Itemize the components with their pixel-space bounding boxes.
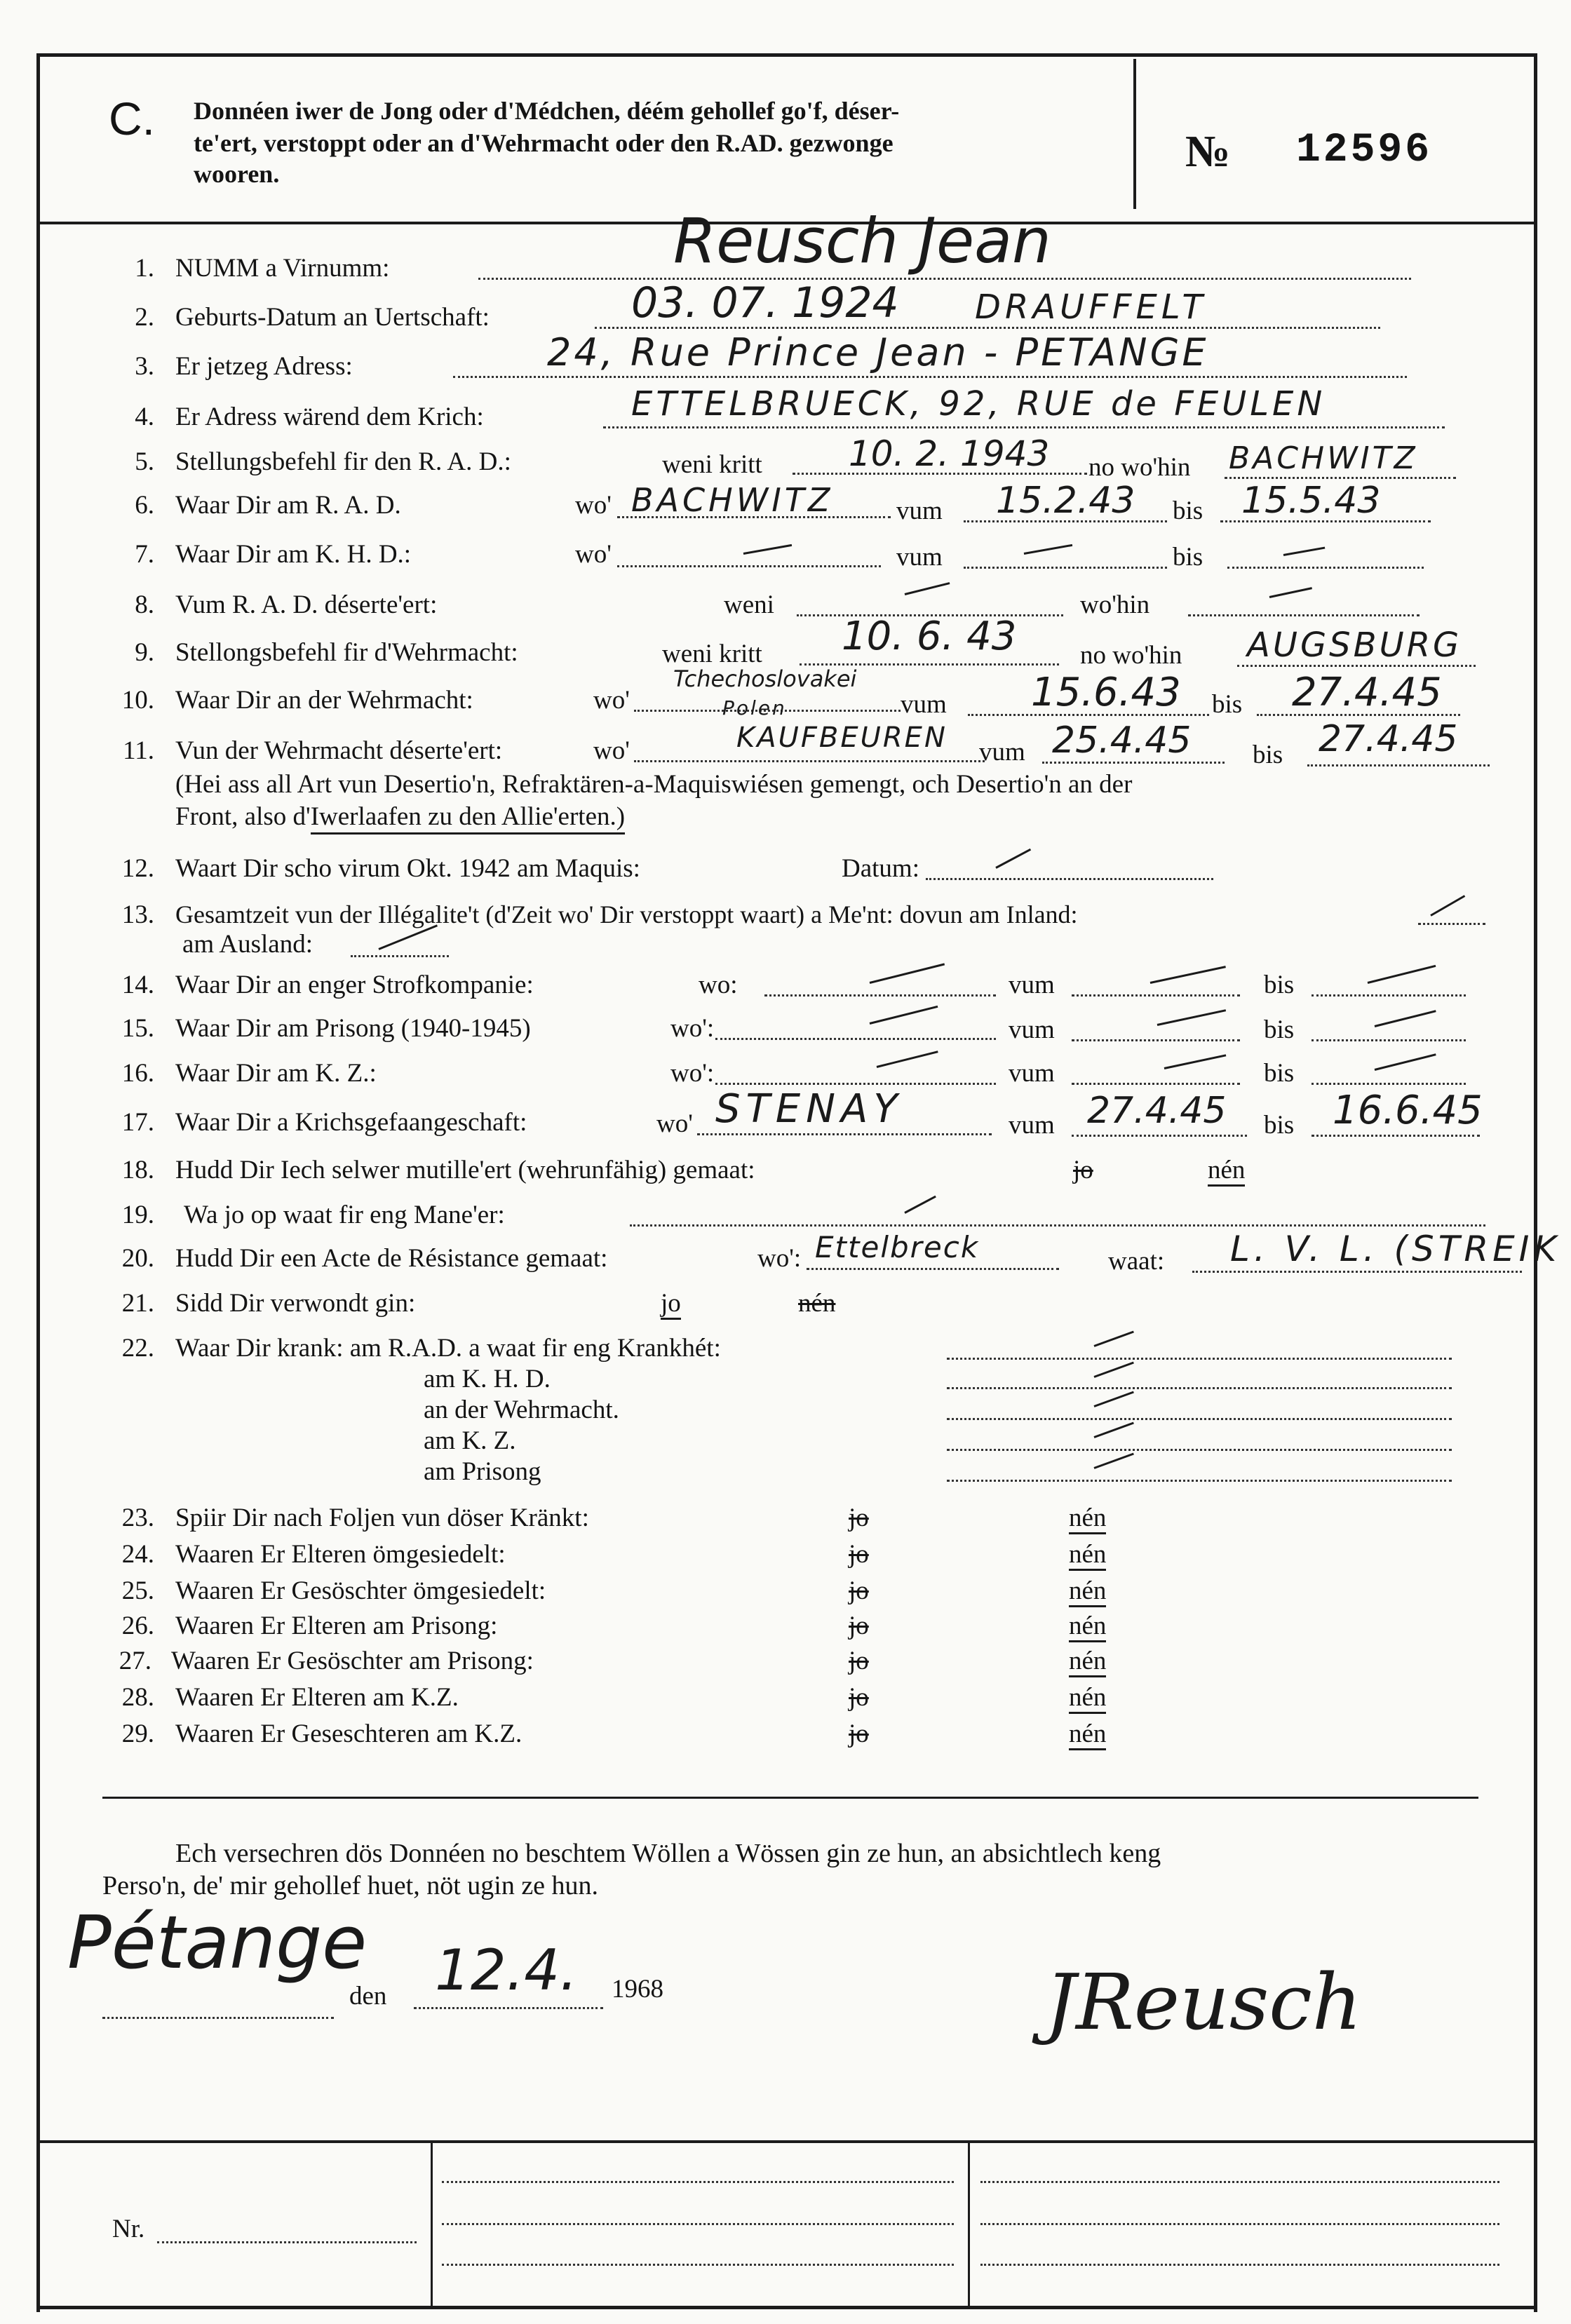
item-27-number: 27. <box>119 1647 151 1675</box>
item-23-label: Spiir Dir nach Foljen vun döser Kränkt: <box>175 1504 589 1532</box>
item-19-line <box>630 1224 1485 1227</box>
item-22-prisong-label: am Prisong <box>424 1457 541 1486</box>
item-17-vum: vum <box>1009 1111 1055 1140</box>
item-27-jo-struck: jo <box>849 1647 869 1675</box>
item-4-number: 4. <box>135 403 154 431</box>
item-4-label: Er Adress wärend dem Krich: <box>175 403 484 431</box>
item-10-from: 15.6.43 <box>1031 670 1181 715</box>
item-5-weni-kritt: weni kritt <box>662 450 762 479</box>
item-11-to-line <box>1307 764 1490 766</box>
declaration-line-1: Ech versechren dös Donnéen no beschtem Wöllen a Wössen gin ze hun, an absichtlech keng <box>175 1839 1161 1868</box>
item-13-label: Gesamtzeit vun der Illégalite't (d'Zeit wo' Dir verstoppt waart) a Me'nt: dovun am Inland: <box>175 900 1078 928</box>
item-3-label: Er jetzeg Adress: <box>175 352 353 381</box>
item-22-wehrmacht-line <box>947 1418 1452 1420</box>
item-20-wo: wo': <box>757 1244 802 1273</box>
item-6-vum: vum <box>896 496 943 525</box>
item-13-number: 13. <box>121 900 154 929</box>
item-29-number: 29. <box>121 1720 154 1748</box>
item-26-nen-selected: nén <box>1069 1613 1106 1642</box>
item-3-number: 3. <box>135 352 154 381</box>
item-1-label: NUMM a Virnumm: <box>175 254 390 283</box>
item-23-jo-struck: jo <box>849 1504 869 1532</box>
item-3-current-address: 24, Rue Prince Jean - PETANGE <box>547 330 1209 374</box>
item-11-note-text: Front, also d' <box>175 802 311 831</box>
item-16-wo: wo': <box>670 1059 715 1088</box>
item-16-label: Waar Dir am K. Z.: <box>175 1059 377 1088</box>
item-17-wo: wo' <box>656 1109 693 1138</box>
item-10-to: 27.4.45 <box>1292 670 1442 715</box>
sheet-bottom-border <box>36 2306 1537 2309</box>
item-10-place-1: Tchechoslovakei <box>673 666 857 692</box>
item-28-jo-struck: jo <box>849 1683 869 1712</box>
item-22-khd-line <box>947 1387 1452 1389</box>
item-29-label: Waaren Er Geseschteren am K.Z. <box>175 1720 522 1748</box>
footer-right-line-2 <box>980 2223 1499 2225</box>
item-11-to: 27.4.45 <box>1319 718 1458 760</box>
item-3-line <box>453 376 1407 378</box>
item-17-place: STENAY <box>715 1086 903 1132</box>
signing-year: 1968 <box>612 1975 663 2004</box>
item-20-value-line <box>1192 1271 1522 1273</box>
header-intro-line-3: wooren. <box>194 160 280 188</box>
item-9-place-line <box>1237 665 1476 667</box>
item-17-from: 27.4.45 <box>1087 1090 1227 1132</box>
item-4-wartime-address: ETTELBRUECK, 92, RUE de FEULEN <box>631 384 1326 424</box>
item-29-nen-selected: nén <box>1069 1721 1106 1750</box>
item-8-weni: weni <box>724 590 774 619</box>
item-24-nen-selected: nén <box>1069 1541 1106 1571</box>
item-18-number: 18. <box>121 1156 154 1184</box>
item-5-no-wohin: no wo'hin <box>1088 453 1191 482</box>
item-25-label: Waaren Er Gesöschter ömgesiedelt: <box>175 1576 546 1605</box>
item-23-number: 23. <box>121 1504 154 1532</box>
item-11-place: KAUFBEUREN <box>736 722 948 754</box>
signing-place-line <box>102 2017 334 2019</box>
item-11-place-line <box>634 760 985 762</box>
item-10-number: 10. <box>121 686 154 715</box>
item-27-label: Waaren Er Gesöschter am Prisong: <box>171 1647 534 1675</box>
item-11-from-line <box>1042 762 1225 764</box>
item-18-label: Hudd Dir Iech selwer mutille'ert (wehrunfähig) gemaat: <box>175 1156 755 1184</box>
item-17-to: 16.6.45 <box>1333 1088 1483 1133</box>
item-6-place: BACHWITZ <box>631 481 834 519</box>
item-22-khd-label: am K. H. D. <box>424 1365 551 1393</box>
item-7-label: Waar Dir am K. H. D.: <box>175 540 412 569</box>
footer-col-divider-2 <box>968 2143 970 2306</box>
signing-den: den <box>349 1982 387 2011</box>
item-24-jo-struck: jo <box>849 1540 869 1569</box>
item-28-number: 28. <box>121 1683 154 1712</box>
item-16-number: 16. <box>121 1059 154 1088</box>
footer-rule <box>36 2140 1534 2143</box>
signing-date-line <box>414 2007 603 2009</box>
item-13-inland-line <box>1418 923 1485 925</box>
footer-mid-line-3 <box>442 2264 954 2266</box>
footer-mid-line-1 <box>442 2181 954 2183</box>
item-20-place: Ettelbreck <box>815 1230 980 1264</box>
item-14-place-line <box>764 994 996 997</box>
item-16-bis: bis <box>1264 1059 1295 1088</box>
item-10-place-2: Polen <box>722 696 787 720</box>
item-5-place-line <box>1225 477 1456 479</box>
item-9-place: AUGSBURG <box>1247 626 1462 665</box>
item-15-to-line <box>1312 1039 1466 1041</box>
footer-col-divider-1 <box>431 2143 433 2306</box>
signature: JReusch <box>1045 1957 1362 2047</box>
item-6-to: 15.5.43 <box>1241 480 1381 522</box>
item-22-kz-line <box>947 1449 1452 1451</box>
item-10-wo: wo' <box>593 686 630 715</box>
item-7-place-line <box>617 565 881 567</box>
item-10-label: Waar Dir an der Wehrmacht: <box>175 686 473 715</box>
item-11-bis: bis <box>1253 741 1283 769</box>
item-25-number: 25. <box>121 1576 154 1605</box>
item-17-from-line <box>1072 1135 1247 1137</box>
item-15-vum: vum <box>1009 1015 1055 1044</box>
item-20-place-line <box>807 1268 1059 1270</box>
item-19-number: 19. <box>121 1201 154 1229</box>
item-22-label: Waar Dir krank: am R.A.D. a waat fir eng Krankhét: <box>175 1334 721 1363</box>
number-sign: № <box>1185 126 1231 176</box>
item-2-birth-date: 03. 07. 1924 <box>631 278 899 327</box>
footer-right-line-1 <box>980 2181 1499 2183</box>
item-18-nen-selected: nén <box>1208 1157 1245 1187</box>
item-10-bis: bis <box>1212 690 1243 719</box>
item-7-from-line <box>964 567 1167 569</box>
item-21-number: 21. <box>121 1289 154 1318</box>
item-22-wehrmacht-label: an der Wehrmacht. <box>424 1396 619 1424</box>
item-16-to-line <box>1312 1083 1466 1085</box>
item-5-place: BACHWITZ <box>1229 440 1418 476</box>
item-22-number: 22. <box>121 1334 154 1363</box>
footer-right-line-3 <box>980 2264 1499 2266</box>
item-11-note-line-2 <box>175 804 625 830</box>
item-9-date: 10. 6. 43 <box>842 614 1017 659</box>
item-14-from-line <box>1072 994 1240 997</box>
item-15-from-line <box>1072 1039 1240 1041</box>
item-14-bis: bis <box>1264 971 1295 999</box>
item-10-vum: vum <box>901 690 947 719</box>
header-number-divider <box>1133 59 1136 209</box>
item-12-datum-label: Datum: <box>842 854 919 883</box>
item-11-wo: wo' <box>593 736 630 765</box>
item-20-number: 20. <box>121 1244 154 1273</box>
item-7-number: 7. <box>135 540 154 569</box>
item-8-wohin: wo'hin <box>1080 590 1150 619</box>
header-intro-line-2: te'ert, verstoppt oder an d'Wehrmacht oder den R.AD. gezwonge <box>194 129 894 157</box>
item-15-number: 15. <box>121 1014 154 1043</box>
item-7-wo: wo' <box>575 540 612 569</box>
declaration-line-2: Perso'n, de' mir gehollef huet, nöt ugin ze hun. <box>102 1871 599 1900</box>
item-17-label: Waar Dir a Krichsgefaangeschaft: <box>175 1108 527 1137</box>
item-15-wo: wo': <box>670 1014 715 1043</box>
item-6-label: Waar Dir am R. A. D. <box>175 491 401 520</box>
item-22-prisong-line <box>947 1480 1452 1482</box>
item-16-place-line <box>715 1083 996 1085</box>
item-2-label: Geburts-Datum an Uertschaft: <box>175 303 490 332</box>
item-22-kz-label: am K. Z. <box>424 1426 516 1455</box>
item-9-number: 9. <box>135 638 154 667</box>
item-16-vum: vum <box>1009 1059 1055 1088</box>
header-intro-line-1: Donnéen iwer de Jong oder d'Médchen, déém gehollef go'f, déser- <box>194 97 900 125</box>
item-14-number: 14. <box>121 971 154 999</box>
item-11-from: 25.4.45 <box>1052 720 1192 762</box>
item-17-number: 17. <box>121 1108 154 1137</box>
item-28-nen-selected: nén <box>1069 1684 1106 1714</box>
item-18-jo-struck: jo <box>1073 1156 1093 1184</box>
item-1-name-value: Reusch Jean <box>673 205 1051 277</box>
item-11-number: 11. <box>123 736 154 765</box>
item-21-nen-struck: nén <box>798 1289 836 1318</box>
item-4-line <box>603 426 1445 428</box>
footer-nr-line <box>157 2241 417 2243</box>
item-25-nen-selected: nén <box>1069 1578 1106 1607</box>
item-5-date: 10. 2. 1943 <box>849 433 1050 474</box>
item-24-label: Waaren Er Elteren ömgesiedelt: <box>175 1540 506 1569</box>
item-17-place-line <box>697 1133 992 1135</box>
section-letter: C. <box>109 93 155 144</box>
item-9-label: Stellongsbefehl fir d'Wehrmacht: <box>175 638 518 667</box>
item-11-vum: vum <box>979 738 1025 766</box>
item-19-label: Wa jo op waat fir eng Mane'er: <box>184 1201 505 1229</box>
item-13-ausland-line <box>351 955 449 957</box>
form-number: 12596 <box>1296 128 1433 173</box>
item-22-rad-line <box>947 1358 1452 1360</box>
item-12-datum-line <box>926 878 1213 880</box>
item-14-to-line <box>1312 994 1466 997</box>
item-21-jo-selected: jo <box>661 1290 681 1320</box>
item-14-vum: vum <box>1009 971 1055 999</box>
item-20-waat: waat: <box>1108 1247 1165 1276</box>
item-21-label: Sidd Dir verwondt gin: <box>175 1289 416 1318</box>
item-7-to-line <box>1227 567 1424 569</box>
item-12-label: Waart Dir scho virum Okt. 1942 am Maquis: <box>175 854 640 883</box>
item-8-place-line <box>1188 614 1420 616</box>
item-12-number: 12. <box>121 854 154 883</box>
item-8-number: 8. <box>135 590 154 619</box>
item-25-jo-struck: jo <box>849 1576 869 1605</box>
item-6-bis: bis <box>1173 496 1203 525</box>
declaration-rule <box>102 1797 1478 1799</box>
item-17-bis: bis <box>1264 1111 1295 1140</box>
item-26-number: 26. <box>121 1612 154 1640</box>
item-11-label: Vun der Wehrmacht déserte'ert: <box>175 736 503 765</box>
item-24-number: 24. <box>121 1540 154 1569</box>
item-1-line <box>478 278 1411 280</box>
item-27-nen-selected: nén <box>1069 1648 1106 1677</box>
item-28-label: Waaren Er Elteren am K.Z. <box>175 1683 459 1712</box>
item-20-label: Hudd Dir een Acte de Résistance gemaat: <box>175 1244 608 1273</box>
item-9-no-wohin: no wo'hin <box>1080 641 1182 670</box>
item-7-vum: vum <box>896 543 943 572</box>
item-2-birth-place: DRAUFFELT <box>975 288 1207 327</box>
item-15-label: Waar Dir am Prisong (1940-1945) <box>175 1014 531 1043</box>
footer-nr-label: Nr. <box>112 2215 145 2243</box>
footer-mid-line-2 <box>442 2223 954 2225</box>
item-5-label: Stellungsbefehl fir den R. A. D.: <box>175 447 511 476</box>
item-26-label: Waaren Er Elteren am Prisong: <box>175 1612 498 1640</box>
item-6-from: 15.2.43 <box>996 480 1135 522</box>
item-13-ausland-label: am Ausland: <box>182 930 313 959</box>
signing-place: Pétange <box>67 1900 368 1985</box>
item-17-to-line <box>1312 1135 1480 1137</box>
item-8-label: Vum R. A. D. déserte'ert: <box>175 590 438 619</box>
item-15-bis: bis <box>1264 1015 1295 1044</box>
item-1-number: 1. <box>135 254 154 283</box>
item-2-number: 2. <box>135 303 154 332</box>
item-5-number: 5. <box>135 447 154 476</box>
item-11-note-underlined: Iwerlaafen zu den Allie'erten.) <box>311 802 625 835</box>
item-9-weni-kritt: weni kritt <box>662 640 762 668</box>
item-29-jo-struck: jo <box>849 1720 869 1748</box>
item-23-nen-selected: nén <box>1069 1505 1106 1534</box>
item-14-label: Waar Dir an enger Strofkompanie: <box>175 971 534 999</box>
item-16-from-line <box>1072 1083 1240 1085</box>
item-7-bis: bis <box>1173 543 1203 572</box>
item-14-wo: wo: <box>699 971 738 999</box>
item-20-value: L. V. L. (STREIK <box>1230 1229 1561 1269</box>
item-11-note-line-1: (Hei ass all Art vun Desertio'n, Refraktären-a-Maquiswiésen gemengt, och Desertio'n an der <box>175 770 1133 799</box>
item-15-place-line <box>715 1038 996 1040</box>
item-26-jo-struck: jo <box>849 1612 869 1640</box>
signing-date: 12.4. <box>435 1938 578 2003</box>
item-6-wo: wo' <box>575 491 612 520</box>
item-6-number: 6. <box>135 491 154 520</box>
